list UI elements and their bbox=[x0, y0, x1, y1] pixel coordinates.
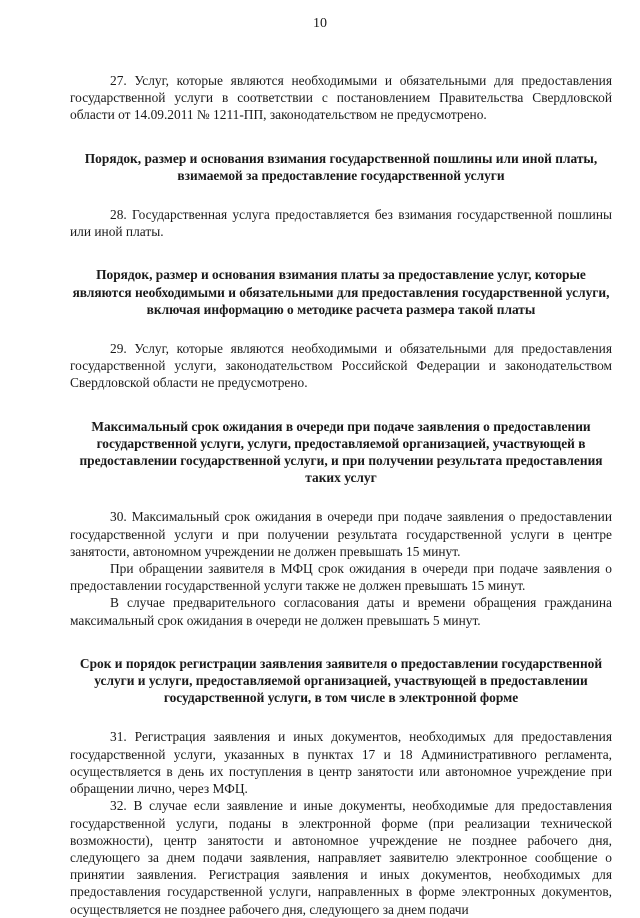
paragraph-28: 28. Государственная услуга предоставляется без взимания государственной пошлины или иной платы. bbox=[70, 207, 612, 240]
paragraph-29: 29. Услуг, которые являются необходимыми и обязательными для предоставления государственной услуги, законодательством Российской Федерации и законодательством Свердловской области не предусмотрено. bbox=[70, 341, 612, 391]
document-body bbox=[70, 72, 612, 918]
heading-queue-waiting-time: Максимальный срок ожидания в очереди при подаче заявления о предоставлении государственной услуги, услуги, предоставляемой организацией, участвующей в предоставлении государственной услуги, и при получении результата предоставления таких услуг bbox=[79, 418, 603, 486]
paragraph-32: 32. В случае если заявление и иные документы, необходимые для предоставления государственной услуги, поданы в электронной форме (при реализации технической возможности), центр занятости и автономное учреждение не позднее рабочего дня, следующего за днем подачи заявления, направляет заявителю электронное сообщение о принятии заявления. Регистрация заявления и иных документов, необходимых для предоставления государственной услуги, направленных в форме электронных документов, осуществляется не позднее рабочего дня, следующего за днем подачи bbox=[70, 798, 612, 917]
paragraph-31: 31. Регистрация заявления и иных документов, необходимых для предоставления государственной услуги, указанных в пунктах 17 и 18 Административного регламента, осуществляется в день их поступления в центр занятости или автономное учреждение при обращении лично, через МФЦ. bbox=[70, 729, 612, 797]
paragraph-30: 30. Максимальный срок ожидания в очереди при подаче заявления о предоставлении государственной услуги и при получении результата государственной услуги в центре занятости, автономном учреждении не должен превышать 15 минут. bbox=[70, 509, 612, 559]
heading-state-fee: Порядок, размер и основания взимания государственной пошлины или иной платы, взимаемой за предоставление государственной услуги bbox=[84, 150, 598, 183]
paragraph-27: 27. Услуг, которые являются необходимыми и обязательными для предоставления государственной услуги в соответствии с постановлением Правительства Свердловской области от 14.09.2011 № 1211-ПП, законодательством не предусмотрено. bbox=[70, 73, 612, 123]
paragraph-30-mfc: При обращении заявителя в МФЦ срок ожидания в очереди при подаче заявления о предоставлении государственной услуги также не должен превышать 15 минут. bbox=[70, 561, 612, 594]
paragraph-30-prior-agreement: В случае предварительного согласования даты и времени обращения гражданина максимальный срок ожидания в очереди не должен превышать 5 минут. bbox=[70, 595, 612, 628]
heading-registration: Срок и порядок регистрации заявления заявителя о предоставлении государственной услуги и услуги, предоставляемой организацией, участвующей в предоставлении государственной услуги, в том числе в электронной форме bbox=[79, 655, 603, 706]
page-number: 10 bbox=[313, 16, 327, 31]
heading-fee-for-services: Порядок, размер и основания взимания платы за предоставление услуг, которые являются необходимыми и обязательными для предоставления государственной услуги, включая информацию о методике расчета размера такой платы bbox=[72, 267, 610, 317]
